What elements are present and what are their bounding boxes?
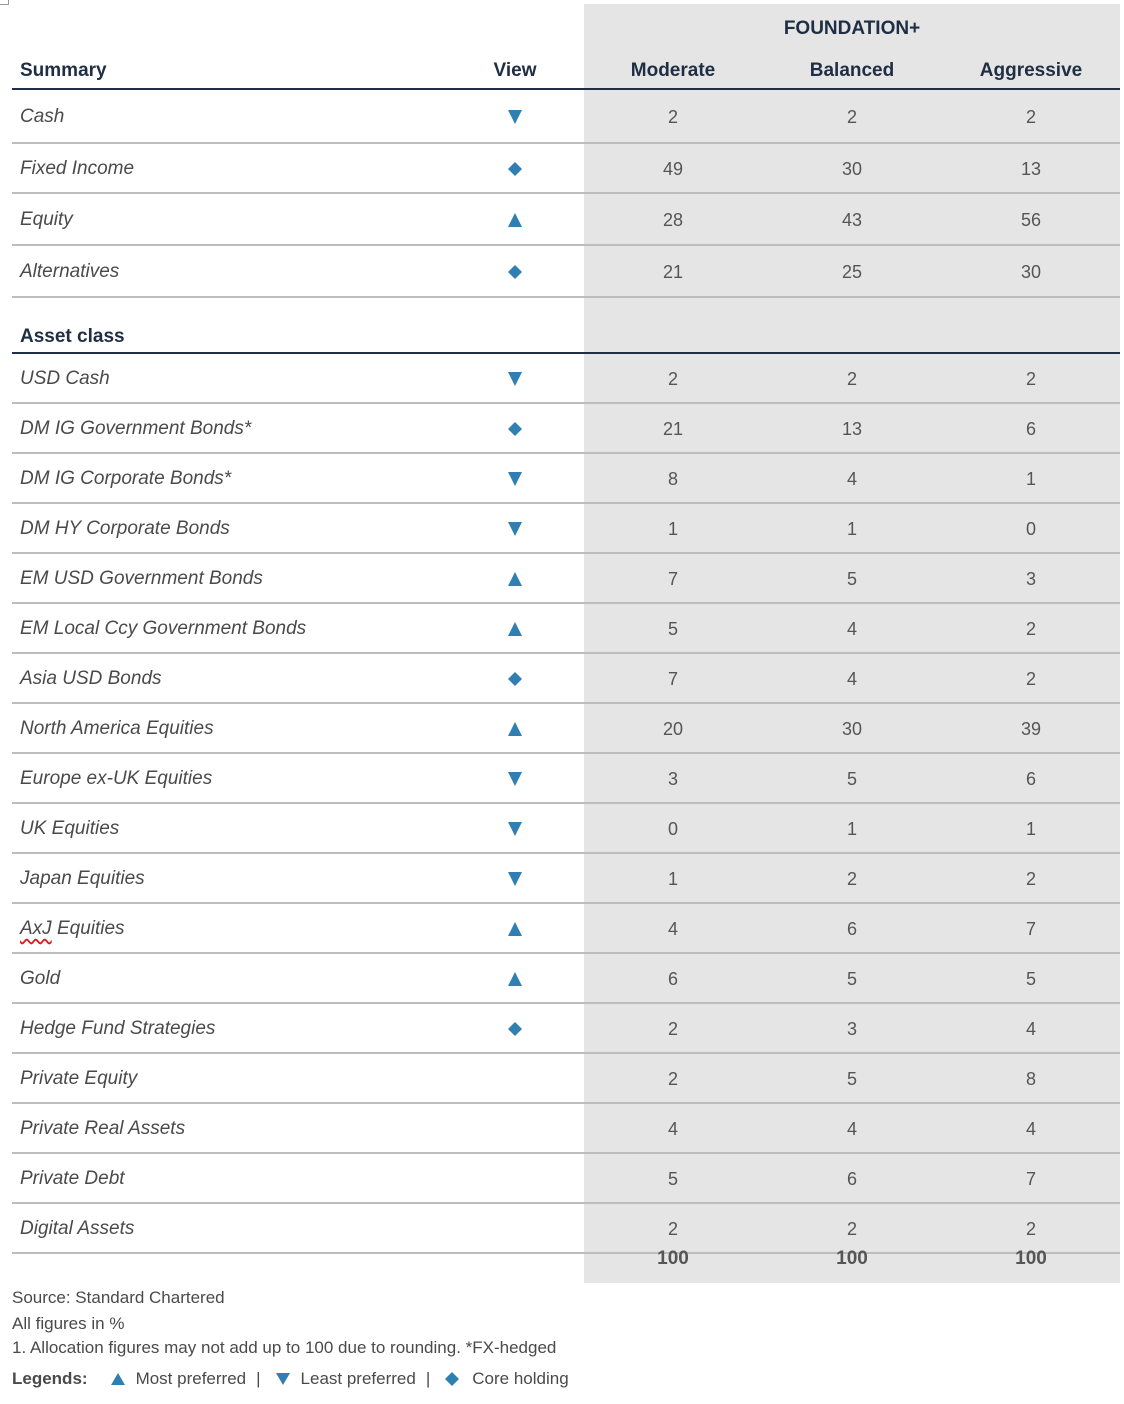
aggressive-value: 2 [1025, 868, 1036, 889]
balanced-value: 2 [846, 106, 857, 127]
view-indicator [470, 904, 560, 954]
table-row [12, 1204, 1120, 1254]
aggressive-value: 56 [1020, 209, 1042, 230]
legend-title: Legends: [12, 1369, 88, 1388]
aggressive-value: 7 [1025, 1168, 1036, 1189]
view-indicator [470, 1004, 560, 1054]
triangle-down-icon [507, 871, 523, 887]
view-indicator [470, 754, 560, 804]
moderate-value: 2 [667, 106, 678, 127]
table-row [12, 954, 1120, 1004]
triangle-down-icon [507, 521, 523, 537]
aggressive-value: 6 [1025, 768, 1036, 789]
moderate-value: 21 [662, 261, 684, 282]
row-label: Alternatives [20, 261, 120, 282]
table-row [12, 194, 1120, 246]
triangle-down-icon [507, 771, 523, 787]
view-indicator [470, 804, 560, 854]
view-indicator [470, 454, 560, 504]
view-heading: View [493, 60, 537, 81]
view-indicator [470, 194, 560, 246]
row-divider [12, 296, 1120, 298]
row-label [20, 904, 125, 954]
balanced-value: 4 [846, 468, 857, 489]
aggressive-value: 1 [1025, 468, 1036, 489]
moderate-value: 7 [667, 668, 678, 689]
view-indicator [470, 554, 560, 604]
total-moderate: 100 [657, 1248, 689, 1269]
table-row [12, 90, 1120, 144]
triangle-down-icon [507, 821, 523, 837]
view-indicator [470, 404, 560, 454]
balanced-value: 2 [846, 868, 857, 889]
balanced-value: 25 [841, 261, 863, 282]
moderate-value: 2 [667, 1018, 678, 1039]
moderate-value: 5 [667, 618, 678, 639]
view-indicator [470, 246, 560, 298]
aggressive-value: 4 [1025, 1018, 1036, 1039]
row-label: EM Local Ccy Government Bonds [20, 618, 307, 639]
legend-least-preferred [275, 1369, 416, 1389]
table-row [12, 144, 1120, 194]
table-row [12, 504, 1120, 554]
table-row [12, 354, 1120, 404]
diamond-icon [507, 264, 523, 280]
view-indicator [470, 354, 560, 404]
table-row [12, 554, 1120, 604]
row-label: DM HY Corporate Bonds [20, 518, 230, 539]
legend-most-preferred-label: Most preferred [135, 1369, 247, 1388]
triangle-down-icon [507, 471, 523, 487]
aggressive-value: 3 [1025, 568, 1036, 589]
moderate-value: 3 [667, 768, 678, 789]
view-indicator [470, 954, 560, 1004]
moderate-heading: Moderate [630, 60, 716, 81]
balanced-value: 5 [846, 968, 857, 989]
view-indicator [470, 1154, 560, 1204]
balanced-value: 13 [841, 418, 863, 439]
asset-class-heading: Asset class [20, 326, 125, 347]
balanced-value: 2 [846, 1218, 857, 1239]
moderate-value: 8 [667, 468, 678, 489]
legend-core-holding [444, 1369, 568, 1389]
row-label: Gold [20, 968, 61, 989]
table-row [12, 1154, 1120, 1204]
view-indicator [470, 1104, 560, 1154]
row-label: Fixed Income [20, 158, 135, 179]
legend-separator: | [425, 1369, 431, 1388]
table-row [12, 754, 1120, 804]
row-label-prefix: AxJ [20, 918, 52, 939]
moderate-value: 6 [667, 968, 678, 989]
triangle-down-icon [275, 1371, 291, 1387]
legend-separator: | [256, 1369, 261, 1388]
moderate-value: 2 [667, 1068, 678, 1089]
row-label: Equity [20, 209, 73, 230]
row-label: DM IG Corporate Bonds* [20, 468, 232, 489]
table-row [12, 246, 1120, 298]
row-label: North America Equities [20, 718, 214, 739]
row-label: UK Equities [20, 818, 120, 839]
triangle-up-icon [507, 721, 523, 737]
moderate-value: 4 [667, 1118, 678, 1139]
units-note: All figures in % [12, 1314, 125, 1333]
table-row [12, 604, 1120, 654]
foundation-plus-title: FOUNDATION+ [783, 18, 921, 39]
triangle-up-icon [507, 971, 523, 987]
view-indicator [470, 90, 560, 144]
rounding-note: 1. Allocation figures may not add up to 100 due to rounding. *FX-hedged [12, 1338, 557, 1357]
moderate-value: 1 [667, 868, 678, 889]
balanced-heading: Balanced [809, 60, 895, 81]
table-row [12, 404, 1120, 454]
row-label: USD Cash [20, 368, 110, 389]
balanced-value: 30 [841, 158, 863, 179]
triangle-up-icon [507, 212, 523, 228]
aggressive-value: 2 [1025, 668, 1036, 689]
aggressive-value: 6 [1025, 418, 1036, 439]
table-row [12, 454, 1120, 504]
table-row [12, 904, 1120, 954]
aggressive-value: 5 [1025, 968, 1036, 989]
row-label: Private Debt [20, 1168, 125, 1189]
moderate-value: 1 [667, 518, 678, 539]
diamond-icon [444, 1371, 460, 1387]
view-indicator [470, 144, 560, 194]
aggressive-heading: Aggressive [979, 60, 1083, 81]
balanced-value: 1 [846, 518, 857, 539]
total-balanced: 100 [836, 1248, 868, 1269]
summary-heading: Summary [20, 60, 107, 81]
view-indicator [470, 854, 560, 904]
balanced-value: 6 [846, 918, 857, 939]
legend-most-preferred [110, 1369, 247, 1389]
balanced-value: 1 [846, 818, 857, 839]
corner-crop-mark [0, 0, 9, 5]
table-row [12, 1054, 1120, 1104]
balanced-value: 5 [846, 768, 857, 789]
moderate-value: 5 [667, 1168, 678, 1189]
row-label: Digital Assets [20, 1218, 135, 1239]
view-indicator [470, 1054, 560, 1104]
moderate-value: 49 [662, 158, 684, 179]
row-label: Hedge Fund Strategies [20, 1018, 216, 1039]
aggressive-value: 2 [1025, 618, 1036, 639]
moderate-value: 0 [667, 818, 678, 839]
balanced-value: 43 [841, 209, 863, 230]
total-aggressive: 100 [1015, 1248, 1047, 1269]
table-row [12, 1004, 1120, 1054]
moderate-value: 2 [667, 1218, 678, 1239]
row-label: Europe ex-UK Equities [20, 768, 213, 789]
view-indicator [470, 704, 560, 754]
triangle-down-icon [507, 109, 523, 125]
table-row [12, 1104, 1120, 1154]
aggressive-value: 8 [1025, 1068, 1036, 1089]
row-label: Cash [20, 106, 65, 127]
view-indicator [470, 654, 560, 704]
balanced-value: 4 [846, 618, 857, 639]
row-label: EM USD Government Bonds [20, 568, 263, 589]
diamond-icon [507, 671, 523, 687]
table-row [12, 804, 1120, 854]
moderate-value: 2 [667, 368, 678, 389]
balanced-value: 5 [846, 568, 857, 589]
table-row [12, 704, 1120, 754]
triangle-up-icon [507, 921, 523, 937]
diamond-icon [507, 1021, 523, 1037]
table-row [12, 854, 1120, 904]
aggressive-value: 2 [1025, 1218, 1036, 1239]
moderate-value: 20 [662, 718, 684, 739]
moderate-value: 28 [662, 209, 684, 230]
legend-least-preferred-label: Least preferred [300, 1369, 416, 1388]
aggressive-value: 39 [1020, 718, 1042, 739]
aggressive-value: 0 [1025, 518, 1036, 539]
balanced-value: 30 [841, 718, 863, 739]
triangle-down-icon [507, 371, 523, 387]
balanced-value: 4 [846, 1118, 857, 1139]
view-indicator [470, 604, 560, 654]
moderate-value: 21 [662, 418, 684, 439]
moderate-value: 7 [667, 568, 678, 589]
legend-core-holding-label: Core holding [472, 1369, 569, 1388]
source-note: Source: Standard Chartered [12, 1288, 225, 1307]
balanced-value: 4 [846, 668, 857, 689]
aggressive-value: 2 [1025, 368, 1036, 389]
balanced-value: 3 [846, 1018, 857, 1039]
view-indicator [470, 504, 560, 554]
row-label-suffix: Equities [51, 918, 125, 939]
legend [12, 1369, 569, 1389]
diamond-icon [507, 421, 523, 437]
table-row [12, 654, 1120, 704]
moderate-value: 4 [667, 918, 678, 939]
aggressive-value: 30 [1020, 261, 1042, 282]
balanced-value: 5 [846, 1068, 857, 1089]
triangle-up-icon [507, 571, 523, 587]
row-label: Japan Equities [20, 868, 145, 889]
aggressive-value: 7 [1025, 918, 1036, 939]
aggressive-value: 4 [1025, 1118, 1036, 1139]
row-label: DM IG Government Bonds* [20, 418, 252, 439]
balanced-value: 6 [846, 1168, 857, 1189]
diamond-icon [507, 161, 523, 177]
aggressive-value: 13 [1020, 158, 1042, 179]
triangle-up-icon [507, 621, 523, 637]
row-label: Private Equity [20, 1068, 138, 1089]
view-indicator [470, 1204, 560, 1254]
aggressive-value: 2 [1025, 106, 1036, 127]
balanced-value: 2 [846, 368, 857, 389]
aggressive-value: 1 [1025, 818, 1036, 839]
row-label: Asia USD Bonds [20, 668, 162, 689]
triangle-up-icon [110, 1371, 126, 1387]
row-label: Private Real Assets [20, 1118, 186, 1139]
